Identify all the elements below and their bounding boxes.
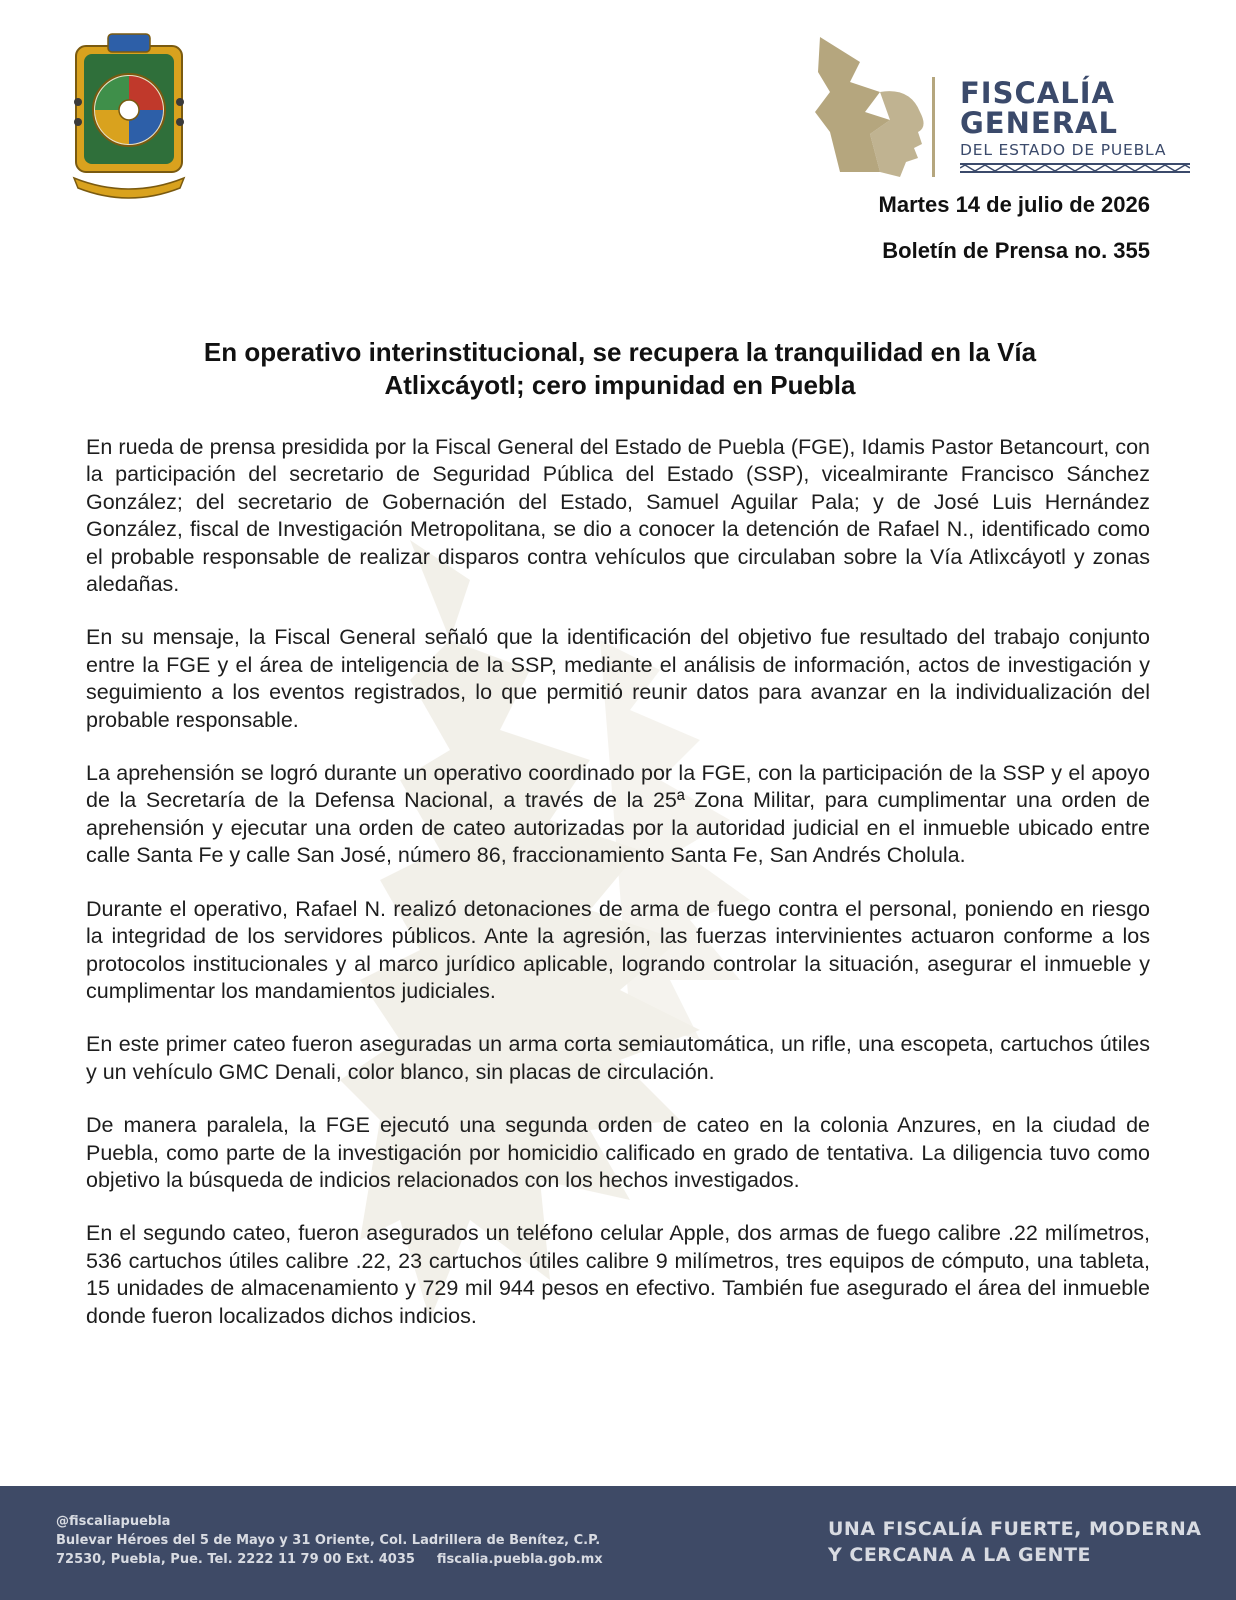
bulletin-number: Boletín de Prensa no. 355: [882, 238, 1150, 263]
paragraph-5: En este primer cateo fueron aseguradas un arma corta semiautomática, un rifle, una escopeta, cartuchos útiles y un vehículo GMC Denali, color blanco, sin placas de circulación.: [86, 1032, 1150, 1084]
headline-line-2: Atlixcáyotl; cero impunidad en Puebla: [384, 370, 856, 400]
fge-profile-head-icon: [810, 32, 950, 182]
address-line-1: Bulevar Héroes del 5 de Mayo y 31 Oriente, Col. Ladrillera de Benítez, C.P.: [56, 1533, 601, 1548]
article-body: [86, 434, 1150, 1356]
footer-slogan: [828, 1516, 1202, 1568]
address-line-2: 72530, Puebla, Pue. Tel. 2222 11 79 00 Ext. 4035: [56, 1552, 415, 1567]
slogan-line-1: UNA FISCALÍA FUERTE, MODERNA: [828, 1518, 1202, 1540]
footer-bar: [0, 1486, 1236, 1600]
fge-logo-text: [960, 78, 1190, 178]
paragraph-3: La aprehensión se logró durante un operativo coordinado por la FGE, con la participación de la SSP y el apoyo de la Secretaría de la Defensa Nacional, a través de la 25ª Zona Militar, para cumplimentar una orden de aprehensión y ejecutar una orden de cateo autorizadas por la autoridad judicial en el inmueble ubicado entre calle Santa Fe y calle San José, número 86, fraccionamiento Santa Fe, San Andrés Cholula.: [86, 761, 1150, 868]
puebla-state-seal-icon: [70, 32, 188, 200]
paragraph-1: En rueda de prensa presidida por la Fiscal General del Estado de Puebla (FGE), Idamis Pastor Betancourt, con la participación del secretario de Seguridad Pública del Estado (SSP), vicealmirante Francisco Sánchez González; del secretario de Gobernación del Estado, Samuel Aguilar Pala; y de José Luis Hernández González, fiscal de Investigación Metropolitana, se dio a conocer la detención de Rafael N., identificado como el probable responsable de realizar disparos contra vehículos que circulaban sobre la Vía Atlixcáyotl y zonas aledañas.: [86, 435, 1150, 597]
paragraph-4: Durante el operativo, Rafael N. realizó detonaciones de arma de fuego contra el personal, poniendo en riesgo la integridad de los servidores públicos. Ante la agresión, las fuerzas intervinientes actuaron conforme a los protocolos institucionales y al marco jurídico aplicable, logrando controlar la situación, asegurar el inmueble y cumplimentar los mandamientos judiciales.: [86, 896, 1150, 1003]
footer-contact: [56, 1512, 603, 1569]
slogan-line-2: Y CERCANA A LA GENTE: [828, 1544, 1091, 1566]
paragraph-6: De manera paralela, la FGE ejecutó una segunda orden de cateo en la colonia Anzures, en la ciudad de Puebla, como parte de la investigación por homicidio calificado en grado de tentativa. La diligencia tuvo como objetivo la búsqueda de indicios relacionados con los hechos investigados.: [86, 1113, 1150, 1192]
paragraph-2: En su mensaje, la Fiscal General señaló que la identificación del objetivo fue resultado del trabajo conjunto entre la FGE y el área de inteligencia de la SSP, mediante el análisis de información, actos de investigación y seguimiento a los eventos registrados, lo que permitió reunir datos para avanzar en la individualización del probable responsable.: [86, 625, 1150, 732]
social-handle: @fiscaliapuebla: [56, 1514, 171, 1529]
fge-logo-line3: DEL ESTADO DE PUEBLA: [960, 141, 1167, 159]
address-line-2-row: [56, 1550, 603, 1569]
bulletin-date: Martes 14 de julio de 2026: [878, 192, 1150, 217]
fge-logo-line2: GENERAL: [960, 106, 1118, 140]
website-link[interactable]: fiscalia.puebla.gob.mx: [436, 1552, 603, 1567]
fge-logo-line1: FISCALÍA: [960, 76, 1115, 110]
press-headline: [130, 336, 1110, 402]
paragraph-7: En el segundo cateo, fueron asegurados un teléfono celular Apple, dos armas de fuego calibre .22 milímetros, 536 cartuchos útiles calibre .22, 23 cartuchos útiles calibre 9 milímetros, tres equipos de cómputo, una tableta, 15 unidades de almacenamiento y 729 mil 944 pesos en efectivo. También fue asegurado el área del inmueble donde fueron localizados dichos indicios.: [86, 1221, 1150, 1328]
headline-line-1: En operativo interinstitucional, se recupera la tranquilidad en la Vía: [203, 337, 1037, 367]
greca-pattern-icon: [960, 163, 1190, 173]
